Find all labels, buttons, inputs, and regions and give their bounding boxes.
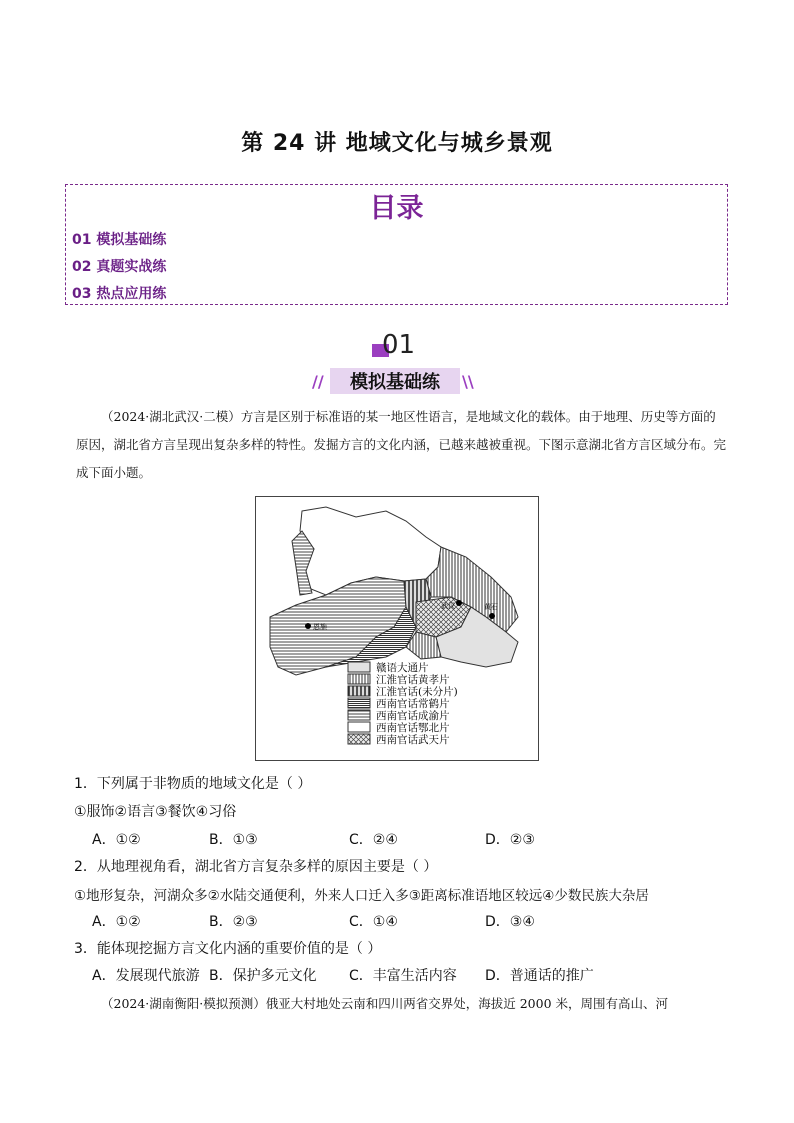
legend-label-1: 赣语大通片 — [376, 662, 429, 674]
question-1-statements: ①服饰②语言③餐饮④习俗 — [74, 804, 237, 820]
question-2-statements: ①地形复杂，河湖众多②水陆交通便利，外来人口迁入多③距离标准语地区较远④少数民族大杂居 — [74, 888, 649, 904]
toc-item-2[interactable]: 02 真题实战练 — [72, 259, 167, 275]
q2-option-a[interactable]: A．①② — [92, 914, 141, 930]
toc-item-1[interactable]: 01 模拟基础练 — [72, 232, 167, 248]
question-2-stem: 2．从地理视角看，湖北省方言复杂多样的原因主要是（ ） — [74, 859, 438, 875]
wuhan-city-dot — [456, 600, 462, 606]
q1-option-c[interactable]: C．②④ — [349, 832, 398, 848]
question-3-stem: 3．能体现挖掘方言文化内涵的重要价值的是（ ） — [74, 941, 382, 957]
legend-label-7: 西南官话武天片 — [376, 734, 450, 746]
intro-paragraph: （2024·湖北武汉·二模）方言是区别于标准语的某一地区性语言，是地域文化的载体。由于地理、历史等方面的原因，湖北省方言呈现出复杂多样的特性。发掘方言的文化内涵，已越来越被重视。下图示意湖北省方言区域分布。完成下面小题。 — [76, 409, 727, 480]
q3-option-a[interactable]: A．发展现代旅游 — [92, 968, 200, 984]
q1-option-b[interactable]: B．①③ — [209, 832, 258, 848]
q2-option-d[interactable]: D．③④ — [485, 914, 535, 930]
map-svg — [256, 497, 538, 760]
legend-label-2: 江淮官话黄孝片 — [376, 674, 450, 686]
next-paragraph: （2024·湖南衡阳·模拟预测）俄亚大村地处云南和四川两省交界处，海拔近 2000 米，周围有高山、河 — [101, 996, 669, 1011]
section-title: 模拟基础练 — [350, 372, 440, 393]
section-right-slash-icon: \\ — [462, 372, 474, 391]
legend-label-4: 西南官话常鹤片 — [376, 698, 450, 710]
region-chengyu — [270, 577, 406, 675]
enshi-city-dot — [305, 623, 311, 629]
page-title: 第 24 讲 地域文化与城乡景观 — [241, 131, 553, 156]
q2-option-c[interactable]: C．①④ — [349, 914, 398, 930]
legend-label-6: 西南官话鄂北片 — [376, 722, 450, 734]
city-label-enshi: 恩施 — [313, 623, 327, 631]
legend-label-3: 江淮官话(未分片) — [376, 686, 458, 698]
q1-option-a[interactable]: A．①② — [92, 832, 141, 848]
section-number: 01 — [382, 330, 416, 360]
toc-item-3[interactable]: 03 热点应用练 — [72, 286, 167, 302]
section-left-slash-icon: // — [312, 372, 324, 391]
q1-option-d[interactable]: D．②③ — [485, 832, 535, 848]
legend-label-5: 西南官话成渝片 — [376, 710, 450, 722]
toc-heading: 目录 — [369, 193, 424, 224]
q3-option-d[interactable]: D．普通话的推广 — [485, 968, 594, 984]
hubei-dialect-map — [255, 496, 539, 761]
map-legend — [348, 661, 458, 746]
q2-option-b[interactable]: B．②③ — [209, 914, 258, 930]
question-1-stem: 1．下列属于非物质的地域文化是（ ） — [74, 776, 312, 792]
huangshi-city-dot — [489, 613, 495, 619]
q3-option-b[interactable]: B．保护多元文化 — [209, 968, 317, 984]
q3-option-c[interactable]: C．丰富生活内容 — [349, 968, 457, 984]
city-label-huangshi: 黄石 — [484, 603, 498, 611]
city-label-wuhan: 武汉 — [441, 602, 455, 610]
